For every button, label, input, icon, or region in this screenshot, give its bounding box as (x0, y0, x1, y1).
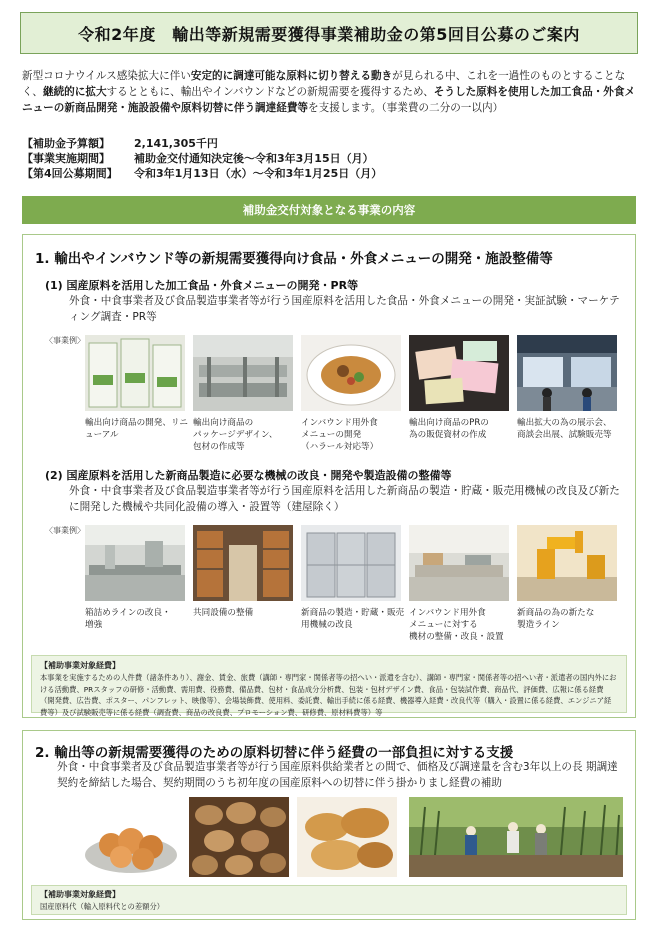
photo-bread (297, 797, 397, 877)
budget-row (22, 136, 622, 151)
intro-text-4: を支援します。（事業費の二分の一以内） (308, 102, 504, 114)
photo-export-products (85, 335, 185, 411)
application-period-value: 令和3年1月13日（水）～令和3年1月25日（月） (134, 167, 383, 180)
budget-label: 【補助金予算額】 (22, 137, 110, 150)
caption-promo-materials: 輸出向け商品のPRの 為の販促資材の作成 (409, 418, 489, 440)
caption-packaging: 輸出向け商品の パッケージデザイン、 包材の作成等 (193, 418, 278, 452)
photo-inbound-kitchen (409, 525, 509, 601)
photo-boxing-line (85, 525, 185, 601)
photo-potatoes (189, 797, 289, 877)
photo-halal-menu (301, 335, 401, 411)
photo-packaging-factory (193, 335, 293, 411)
eligible-costs-box-1 (31, 655, 627, 717)
eligible-costs-title-1: 【補助事業対象経費】 (40, 661, 120, 670)
caption-shared-facility: 共同設備の整備 (193, 608, 254, 618)
photo-shared-warehouse (193, 525, 293, 601)
section-1 (22, 234, 636, 718)
period-value: 補助金交付通知決定後～令和3年3月15日（月） (134, 152, 374, 165)
eligible-costs-body-2: 国産原料代（輸入原料代との差額分） (40, 902, 165, 911)
example-label-2: 〈事業例〉 (45, 526, 85, 535)
caption-boxing-line: 箱詰めラインの改良・ 増強 (85, 608, 171, 630)
key-info (22, 136, 622, 181)
section-2-title: 2. 輸出等の新規需要獲得のための原料切替に伴う経費の一部負担に対する支援 (35, 745, 514, 761)
caption-inbound-equipment: インバウンド用外食 メニューに対する 機材の整備・改良・設置 (409, 608, 504, 642)
period-label: 【事業実施期間】 (22, 152, 110, 165)
intro-text-2: が見られる中、これを一過性のものとすることなく、 (22, 70, 626, 98)
photo-new-production-line (517, 525, 617, 601)
photo-onions (81, 797, 181, 877)
subsection-1-title: (1) 国産原料を活用した加工食品・外食メニューの開発・PR等 (45, 279, 359, 292)
subsection-1-desc: 外食・中食事業者及び食品製造事業者等が行う国産原料を活用した食品・外食メニューの開発・実証試験・マーケティング調査・PR等 (69, 295, 620, 323)
page-title: 令和2年度 輸出等新規需要獲得事業補助金の第5回目公募のご案内 (78, 24, 580, 44)
photo-storage-refrigerators (301, 525, 401, 601)
eligible-costs-box-2 (31, 885, 627, 915)
intro-emphasis-2: 継続的に拡大 (42, 86, 107, 98)
section-2 (22, 730, 636, 920)
caption-halal-menu: インバウンド用外食 メニューの開発 （ハラール対応等） (301, 418, 379, 452)
intro-text-3: するとともに、輸出やインバウンドなどの新規需要を獲得するため、 (106, 86, 434, 98)
caption-production-line: 新商品の為の新たな 製造ライン (517, 608, 595, 630)
photo-sugarcane-field (409, 797, 623, 877)
application-period-row (22, 166, 622, 181)
caption-export-products: 輸出向け商品の開発、リニューアル (85, 418, 188, 440)
intro-emphasis-1: 安定的に調達可能な原料に切り替える動き (190, 70, 393, 82)
photo-trade-show (517, 335, 617, 411)
intro-emphasis-3: そうした原料を使用した加工食品・外食メニューの新商品開発・施設設備や原料切替に伴う調達経費等 (22, 86, 636, 114)
section-2-desc: 外食・中食事業者及び食品製造事業者等が行う国産原料供給業者との間で、価格及び調達量を含む3年以上の長 期調達契約を締結した場合、契約期間のうち初年度の国産原料への切替に伴う掛かりまし経費の補助 (57, 761, 618, 789)
section-1-title: 1. 輸出やインバウンド等の新規需要獲得向け食品・外食メニューの開発・施設整備等 (35, 251, 553, 267)
application-period-label: 【第4回公募期間】 (22, 167, 118, 180)
caption-storage-machinery: 新商品の製造・貯蔵・販売 用機械の改良 (301, 608, 405, 630)
intro-paragraph (22, 68, 638, 116)
budget-value: 2,141,305千円 (134, 137, 218, 150)
subsection-2-title: (2) 国産原料を活用した新商品製造に必要な機械の改良・開発や製造設備の整備等 (45, 469, 452, 482)
photo-promotional-materials (409, 335, 509, 411)
section-header-bar: 補助金交付対象となる事業の内容 (22, 196, 636, 224)
page-title-box (20, 12, 638, 54)
caption-trade-show: 輸出拡大の為の展示会、 商談会出展、試験販売等 (517, 418, 612, 440)
period-row (22, 151, 622, 166)
example-label-1: 〈事業例〉 (45, 336, 85, 345)
eligible-costs-body-1: 本事業を実施するための人件費（諸条件あり）、謝金、賃金、旅費（講師・専門家・関係者等の招へい・派遣を含む）、講師・専門家・関係者等の招へい者・派遣者の国内外における活動費、PRスタッフの研修・活動費、需用費、役務費、備品費、包材・食品成分分析費、包装・包材デザイン費、食品・包装試作費、商品代、評価費、広報に係る経費（開発費、広告費、ポスター、パンフレット、映像等）、会場装飾費、使用料、委託費、輸出手続に係る経費、機器導入経費・改良代等（購入・設置に係る経費、エンジニア経費等）及び試験販売等に係る経費（調査費、商品の改良費、プロモーション費、研修費、原材料費等）等 (40, 673, 617, 717)
subsection-2-desc: 外食・中食事業者及び食品製造事業者等が行う国産原料を活用した新商品の製造・貯蔵・販売用機械の改良及び新たに開発した機械や共同化設備の導入・設置等（建屋除く） (69, 485, 620, 513)
intro-text-1: 新型コロナウイルス感染拡大に伴い (22, 70, 191, 82)
eligible-costs-title-2: 【補助事業対象経費】 (40, 890, 120, 899)
